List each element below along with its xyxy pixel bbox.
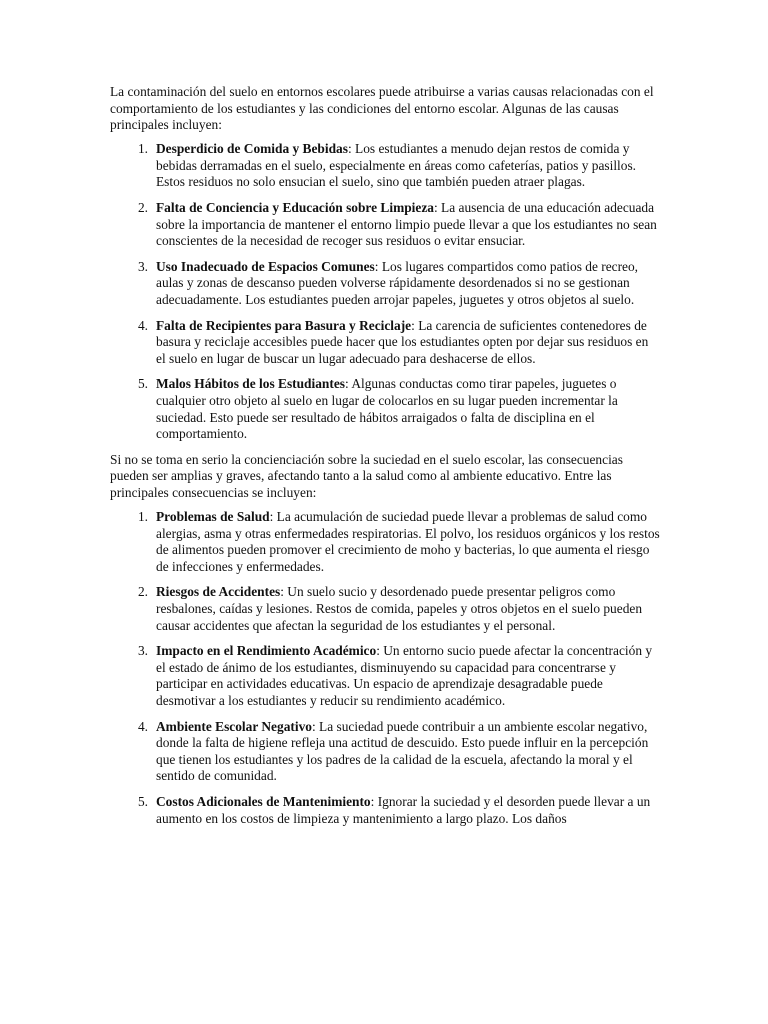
item-text: : Un entorno sucio puede afectar la concentración y el estado de ánimo de los estudiantes, disminuyendo su capacidad para concentrarse y participar en actividades educativas. Un espacio de aprendizaje desagradable puede desmotivar a los estudiantes y reducir su rendimiento académico. — [156, 643, 653, 708]
list-number: 3. — [137, 643, 148, 659]
item-text: : Un suelo sucio y desordenado puede presentar peligros como resbalones, caídas y lesiones. Restos de comida, papeles y otros objetos en el suelo pueden causar accidentes que afectan la seguridad de los estudiantes y el personal. — [156, 584, 643, 633]
list-item — [110, 509, 660, 575]
list-number: 2. — [137, 200, 148, 216]
list-number: 2. — [137, 584, 148, 600]
item-text: : La carencia de suficientes contenedores de basura y reciclaje accesibles puede hacer que los estudiantes opten por dejar sus residuos en el suelo en lugar de buscar un lugar adecuado para deshacerse de ellos. — [156, 317, 649, 366]
consequences-intro-paragraph: Si no se toma en serio la concienciación sobre la suciedad en el suelo escolar, las consecuencias pueden ser amplias y graves, afectando tanto a la salud como al ambiente educativo. Entre las principales consecuencias se incluyen: — [110, 451, 623, 500]
item-term: Uso Inadecuado de Espacios Comunes — [156, 258, 375, 274]
item-text: : La acumulación de suciedad puede llevar a problemas de salud como alergias, asma y otras enfermedades respiratorias. El polvo, los residuos orgánicos y los restos de alimentos pueden promover el crecimiento de moho y bacterias, lo que aumenta el riesgo de infecciones y enfermedades. — [156, 509, 660, 574]
item-text: : Los estudiantes a menudo dejan restos de comida y bebidas derramadas en el suelo, especialmente en áreas como cafeterías, patios y pasillos. Estos residuos no solo ensucian el suelo, sino que también pueden atraer plagas. — [156, 141, 637, 190]
list-number: 1. — [137, 509, 148, 525]
item-term: Malos Hábitos de los Estudiantes — [156, 376, 345, 392]
list-item — [110, 376, 660, 442]
list-number: 4. — [137, 317, 148, 333]
causes-intro-paragraph: La contaminación del suelo en entornos escolares puede atribuirse a varias causas relacionadas con el comportamiento de los estudiantes y las condiciones del entorno escolar. Algunas de las causas principales incluyen: — [110, 84, 654, 133]
item-text: : Algunas conductas como tirar papeles, juguetes o cualquier otro objeto al suelo en lugar de colocarlos en su lugar pueden incrementar la suciedad. Esto puede ser resultado de hábitos arraigados o falta de disciplina en el comportamiento. — [156, 376, 618, 442]
list-item — [110, 259, 660, 309]
list-item — [110, 141, 660, 191]
item-term: Ambiente Escolar Negativo — [156, 718, 312, 734]
document-page — [110, 84, 660, 836]
item-text: : Ignorar la suciedad y el desorden puede llevar a un aumento en los costos de limpieza y mantenimiento a largo plazo. Los daños — [156, 793, 651, 826]
list-item — [110, 584, 660, 634]
consequences-list — [110, 509, 660, 827]
item-term: Costos Adicionales de Mantenimiento — [156, 793, 371, 809]
item-term: Desperdicio de Comida y Bebidas — [156, 141, 348, 157]
item-term: Falta de Conciencia y Educación sobre Limpieza — [156, 200, 434, 216]
list-item — [110, 643, 660, 709]
list-item — [110, 200, 660, 250]
causes-list — [110, 141, 660, 443]
list-number: 5. — [137, 793, 148, 809]
list-item — [110, 719, 660, 785]
list-item — [110, 318, 660, 368]
item-text: : La ausencia de una educación adecuada sobre la importancia de mantener el entorno limpio puede llevar a que los estudiantes no sean conscientes de la necesidad de recoger sus residuos o evitar ensuciar. — [156, 200, 657, 249]
item-term: Problemas de Salud — [156, 509, 270, 525]
list-number: 4. — [137, 718, 148, 734]
item-text: : Los lugares compartidos como patios de recreo, aulas y zonas de descanso pueden volverse rápidamente desordenados si no se gestionan adecuadamente. Los estudiantes pueden arrojar papeles, juguetes y otros objetos al suelo. — [156, 258, 639, 308]
item-term: Falta de Recipientes para Basura y Reciclaje — [156, 317, 412, 333]
list-number: 3. — [137, 258, 148, 274]
list-item — [110, 794, 660, 827]
item-term: Impacto en el Rendimiento Académico — [156, 643, 377, 659]
list-number: 5. — [137, 376, 148, 392]
item-text: : La suciedad puede contribuir a un ambiente escolar negativo, donde la falta de higiene refleja una actitud de descuido. Esto puede influir en la percepción que tienen los estudiantes y los padres de la calidad de la escuela, afectando la moral y el sentido de comunidad. — [156, 718, 649, 784]
item-term: Riesgos de Accidentes — [156, 584, 281, 600]
list-number: 1. — [137, 141, 148, 157]
